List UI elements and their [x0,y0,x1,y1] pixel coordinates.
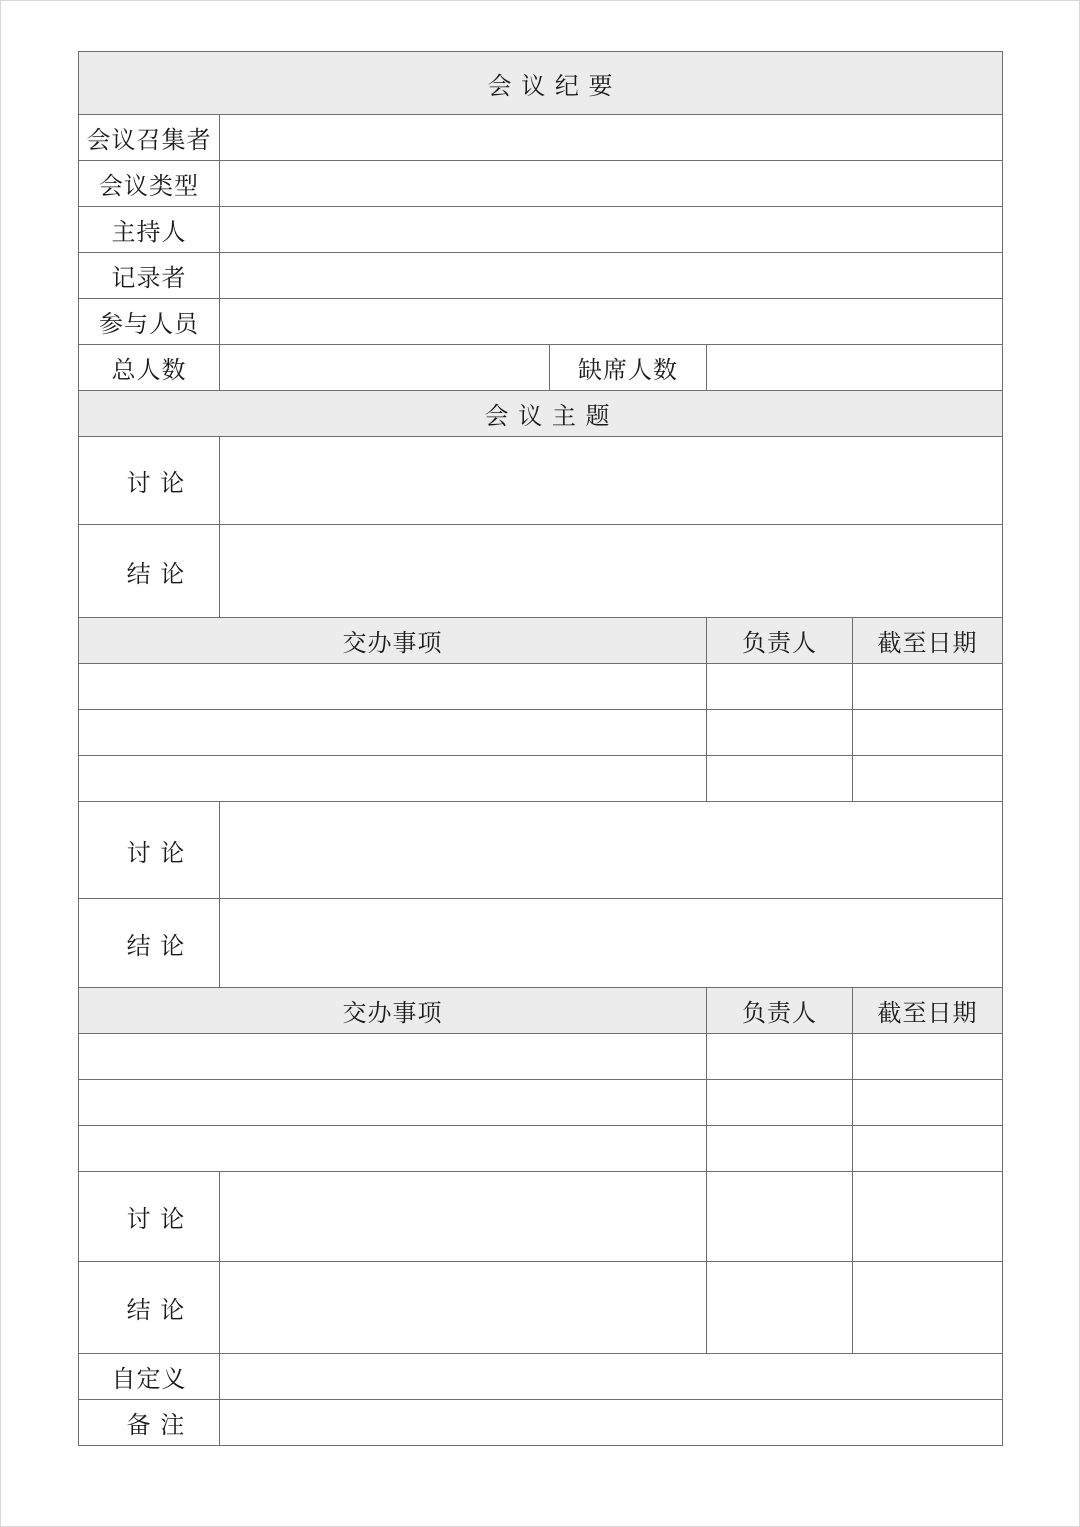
participants-label: 参与人员 [79,299,220,345]
notes-field[interactable] [220,1400,1003,1446]
assigned-items-header: 交办事项 [79,988,707,1034]
discussion-label: 讨 论 [79,802,220,899]
deadline-field[interactable] [853,1034,1003,1080]
host-label: 主持人 [79,207,220,253]
meeting-type-label: 会议类型 [79,161,220,207]
absent-count-label: 缺席人数 [550,345,707,391]
owner-field[interactable] [707,664,853,710]
participants-field[interactable] [220,299,1003,345]
discussion-field[interactable] [220,437,1003,525]
deadline-field[interactable] [853,1262,1003,1354]
discussion-field[interactable] [220,1172,707,1262]
deadline-field[interactable] [853,756,1003,802]
discussion-label: 讨 论 [79,1172,220,1262]
deadline-field[interactable] [853,1172,1003,1262]
deadline-field[interactable] [853,1080,1003,1126]
conclusion-field[interactable] [220,899,1003,988]
convener-label: 会议召集者 [79,115,220,161]
form-title: 会 议 纪 要 [79,52,1003,115]
deadline-header: 截至日期 [853,988,1003,1034]
deadline-header: 截至日期 [853,618,1003,664]
meeting-type-field[interactable] [220,161,1003,207]
owner-field[interactable] [707,1172,853,1262]
recorder-label: 记录者 [79,253,220,299]
recorder-field[interactable] [220,253,1003,299]
owner-header: 负责人 [707,618,853,664]
meeting-minutes-form [78,51,1003,1446]
total-count-label: 总人数 [79,345,220,391]
conclusion-field[interactable] [220,525,1003,618]
owner-field[interactable] [707,1034,853,1080]
owner-field[interactable] [707,1126,853,1172]
assigned-item-field[interactable] [79,756,707,802]
conclusion-label: 结 论 [79,899,220,988]
assigned-items-header: 交办事项 [79,618,707,664]
assigned-item-field[interactable] [79,1080,707,1126]
deadline-field[interactable] [853,664,1003,710]
owner-field[interactable] [707,756,853,802]
owner-field[interactable] [707,1262,853,1354]
conclusion-field[interactable] [220,1262,707,1354]
host-field[interactable] [220,207,1003,253]
assigned-item-field[interactable] [79,664,707,710]
deadline-field[interactable] [853,710,1003,756]
conclusion-label: 结 论 [79,1262,220,1354]
owner-field[interactable] [707,1080,853,1126]
absent-count-field[interactable] [707,345,1003,391]
total-count-field[interactable] [220,345,550,391]
topic-header: 会 议 主 题 [79,391,1003,437]
owner-field[interactable] [707,710,853,756]
assigned-item-field[interactable] [79,1034,707,1080]
discussion-label: 讨 论 [79,437,220,525]
custom-label: 自定义 [79,1354,220,1400]
assigned-item-field[interactable] [79,710,707,756]
discussion-field[interactable] [220,802,1003,899]
convener-field[interactable] [220,115,1003,161]
assigned-item-field[interactable] [79,1126,707,1172]
owner-header: 负责人 [707,988,853,1034]
conclusion-label: 结 论 [79,525,220,618]
custom-field[interactable] [220,1354,1003,1400]
deadline-field[interactable] [853,1126,1003,1172]
notes-label: 备 注 [79,1400,220,1446]
